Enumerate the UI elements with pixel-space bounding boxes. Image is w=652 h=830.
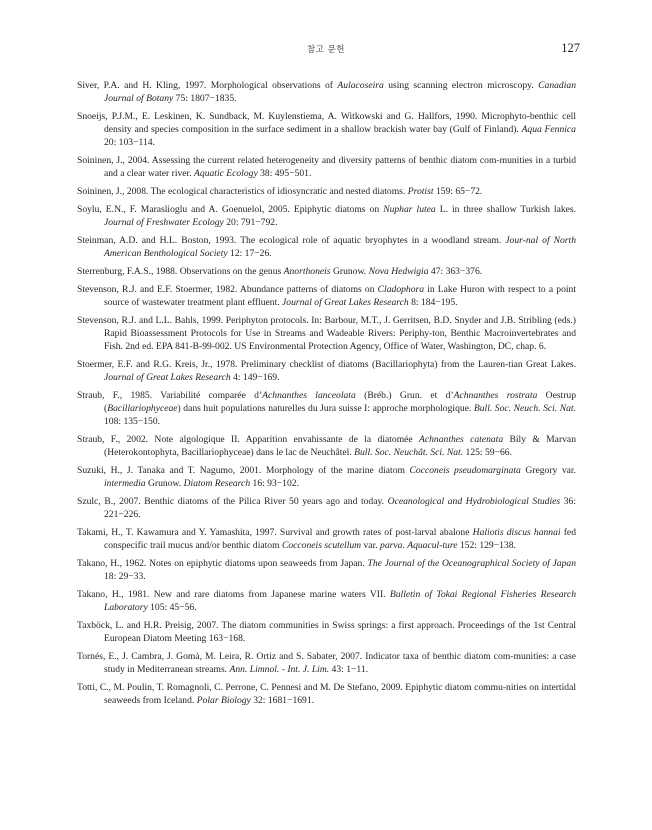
page-header: [0, 41, 652, 61]
reference-italic-text: Journal of Freshwater Ecology: [104, 217, 224, 229]
reference-text: Totti, C., M. Poulin, T. Romagnoli, C. Perrone, C. Pennesi and M. De Stefano, 2009. Epiphytic diatom commu-nities on intertidal seaweeds from Iceland.: [77, 682, 576, 707]
reference-text: Szulc, B., 2007. Benthic diatoms of the Pilica River 50 years ago and today.: [77, 496, 388, 508]
reference-text: 32: 1681−1691.: [250, 695, 315, 707]
reference-text: Oestrup (: [104, 390, 577, 415]
reference-entry: [77, 495, 576, 521]
reference-text: ) dans huit populations naturelles du Jura suisse I: approche morphologique.: [177, 403, 474, 415]
reference-text: 105: 45−56.: [147, 602, 197, 614]
reference-italic-text: Aquatic Ecology: [194, 168, 258, 180]
reference-italic-text: Bull. Soc. Neuch. Sci. Nat.: [473, 403, 576, 415]
reference-text: Gregory var.: [520, 465, 576, 477]
reference-entry: [77, 358, 576, 384]
reference-text: Suzuki, H., J. Tanaka and T. Nagumo, 2001. Morphology of the marine diatom: [77, 465, 410, 477]
reference-italic-text: Cocconeis pseudomarginata: [409, 465, 521, 477]
reference-italic-text: Jour-nal of North American Benthological Society: [104, 235, 576, 260]
reference-entry: [77, 79, 576, 105]
reference-text: 38: 495−501.: [257, 168, 312, 180]
reference-text: Siver, P.A. and H. Kling, 1997. Morphological observations of: [77, 80, 338, 91]
reference-italic-text: Achnanthes rostrata: [453, 390, 538, 401]
reference-italic-text: Journal of Great Lakes Research: [282, 297, 409, 308]
reference-text: (Bréb.) Grun. et d’: [355, 390, 454, 401]
reference-entry: [77, 464, 576, 490]
reference-text: Soininen, J., 2004. Assessing the current related heterogeneity and diversity patterns of benthic diatom com-munities in a turbid and a clear water river.: [77, 155, 576, 180]
reference-text: 152: 129−138.: [457, 540, 516, 552]
reference-entry: [77, 433, 576, 459]
reference-text: Straub, F., 1985. Variabilité comparée d’: [77, 390, 263, 401]
reference-entry: [77, 314, 576, 354]
reference-text: using scanning electron microscopy.: [383, 80, 539, 91]
reference-text: var.: [361, 540, 381, 552]
reference-italic-text: Journal of Great Lakes Research: [104, 372, 231, 384]
reference-italic-text: Cocconeis scutellum: [281, 540, 362, 552]
reference-italic-text: Cladophora: [377, 283, 425, 295]
reference-text: 159: 65−72.: [433, 186, 483, 198]
reference-text: Grunow.: [330, 266, 369, 277]
reference-entry: [77, 681, 576, 707]
reference-entry: [77, 588, 576, 614]
reference-entry: [77, 265, 576, 278]
reference-entry: [77, 557, 576, 583]
reference-text: Stoermer, E.F. and R.G. Kreis, Jr., 1978. Preliminary checklist of diatoms (Bacillariophyta) from the Lauren-tian Great Lakes.: [77, 359, 576, 370]
reference-text: Grunow.: [145, 478, 184, 490]
reference-text: Takano, H., 1962. Notes on epiphytic diatoms upon seaweeds from Japan.: [77, 558, 368, 570]
reference-text: Takano, H., 1981. New and rare diatoms from Japanese marine waters VII.: [77, 589, 390, 601]
reference-italic-text: Canadian Journal of Botany: [104, 80, 576, 105]
reference-italic-text: Aqua Fennica: [521, 124, 576, 136]
reference-text: Sterrenburg, F.A.S., 1988. Observations on the genus: [77, 266, 284, 277]
reference-italic-text: parva: [380, 540, 403, 552]
reference-text: 47: 363−376.: [428, 266, 483, 277]
reference-text: 43: 1−11.: [329, 664, 369, 676]
reference-italic-text: Diatom Research: [183, 478, 251, 490]
reference-entry: [77, 526, 576, 552]
reference-italic-text: Aquacul-ture: [407, 540, 458, 552]
reference-entry: [77, 619, 576, 645]
reference-text: 125: 59−66.: [463, 447, 512, 459]
reference-text: Tornés, E., J. Cambra, J. Gomà, M. Leira, R. Ortiz and S. Sabater, 2007. Indicator taxa of benthic diatom com-munities: a case study in Mediterranean streams.: [77, 651, 576, 676]
reference-text: Soylu, E.N., F. Maraslioglu and A. Goenuelol, 2005. Epiphytic diatoms on: [77, 204, 384, 215]
reference-entry: [77, 389, 576, 429]
reference-text: Takami, H., T. Kawamura and Y. Yamashita, 1997. Survival and growth rates of post-larval abalone: [77, 527, 473, 539]
reference-italic-text: Achnanthes lanceolata: [262, 390, 356, 401]
reference-entry: [77, 185, 576, 198]
reference-italic-text: Oceanological and Hydrobiological Studies: [387, 496, 561, 508]
reference-text: 20: 791−792.: [223, 217, 278, 229]
reference-entry: [77, 283, 576, 309]
reference-italic-text: The Journal of the Oceanographical Society of Japan: [367, 558, 576, 570]
reference-text: .: [402, 540, 408, 552]
reference-italic-text: Anorthoneis: [283, 266, 331, 277]
reference-text: L. in three shallow Turkish lakes.: [435, 204, 577, 215]
reference-text: 36: 221−226.: [104, 496, 577, 521]
reference-entry: [77, 234, 576, 260]
reference-text: 12: 17−26.: [227, 248, 272, 260]
reference-italic-text: Achnanthes catenata: [419, 434, 504, 446]
reference-text: Soininen, J., 2008. The ecological characteristics of idiosyncratic and nested diatoms.: [77, 186, 408, 198]
reference-entry: [77, 203, 576, 229]
reference-italic-text: Bulletin of Tokai Regional Fisheries Research Laboratory: [104, 589, 576, 614]
reference-text: Straub, F., 2002. Note algologique II. Apparition envahissante de la diatomée: [77, 434, 420, 446]
reference-text: Bily & Marvan (Heterokontophyta, Bacillariophyceae) dans le lac de Neuchâtel.: [104, 434, 576, 459]
reference-text: 4: 149−169.: [230, 372, 280, 384]
reference-italic-text: Bull. Soc. Neuchât. Sci. Nat.: [354, 447, 464, 459]
reference-italic-text: Protist: [407, 186, 434, 198]
reference-entry: [77, 154, 576, 180]
reference-italic-text: Nuphar lutea: [383, 204, 436, 215]
page-number: 127: [561, 41, 580, 55]
reference-italic-text: Haliotis discus hannai: [472, 527, 561, 539]
reference-text: Steinman, A.D. and H.L. Boston, 1993. The ecological role of aquatic bryophytes in a woodland stream.: [77, 235, 506, 246]
reference-italic-text: Polar Biology: [196, 695, 251, 707]
reference-text: fed conspecific trail mucus and/or benthic diatom: [104, 527, 576, 552]
reference-text: Stevenson, R.J. and E.F. Stoermer, 1982. Abundance patterns of diatoms on: [77, 283, 378, 295]
reference-list: [77, 79, 576, 712]
reference-text: 16: 93−102.: [250, 478, 299, 490]
reference-entry: [77, 650, 576, 676]
reference-text: Snoeijs, P.J.M., E. Leskinen, K. Sundback, M. Kuylenstiema, A. Witkowski and G. Hallfors, 1990. Microphyto-benthic cell density and species composition in the surface sediment in a shallow brackish water bay (Gulf of Finland).: [77, 111, 576, 136]
reference-italic-text: intermedia: [104, 478, 146, 490]
running-title: 참고 문헌: [306, 45, 346, 55]
reference-text: 20: 103−114.: [104, 137, 155, 149]
reference-italic-text: Bacillariophyceae: [107, 403, 178, 415]
reference-text: Stevenson, R.J. and L.L. Bahls, 1999. Periphyton protocols. In: Barbour, M.T., J. Gerritsen, B.D. Snyder and J.B. Stribling (eds.) Rapid Bioassessment Protocols for Use in Streams and Wadeable Rivers: Periphy-ton, Benthic Macroinvertebrates and Fish. 2nd ed. EPA 841-B-99-002. US Environmental Protection Agency, Office of Water, Washington, DC, chap. 6.: [77, 314, 576, 353]
reference-italic-text: Aulacoseira: [337, 80, 384, 91]
reference-italic-text: Ann. Limnol. - Int. J. Lim.: [229, 664, 330, 676]
reference-text: 8: 184−195.: [408, 297, 458, 308]
reference-text: Taxböck, L. and H.R. Preisig, 2007. The diatom communities in Swiss springs: a first approach. Proceedings of the 1st Central European Diatom Meeting 163−168.: [77, 620, 576, 645]
reference-italic-text: Nova Hedwigia: [368, 266, 429, 277]
reference-entry: [77, 110, 576, 150]
reference-text: 18: 29−33.: [104, 571, 146, 583]
reference-text: in Lake Huron with respect to a point source of wastewater treatment plant effluent.: [104, 283, 576, 308]
reference-text: 108: 135−150.: [104, 416, 161, 428]
reference-text: 75: 1807−1835.: [173, 93, 237, 105]
